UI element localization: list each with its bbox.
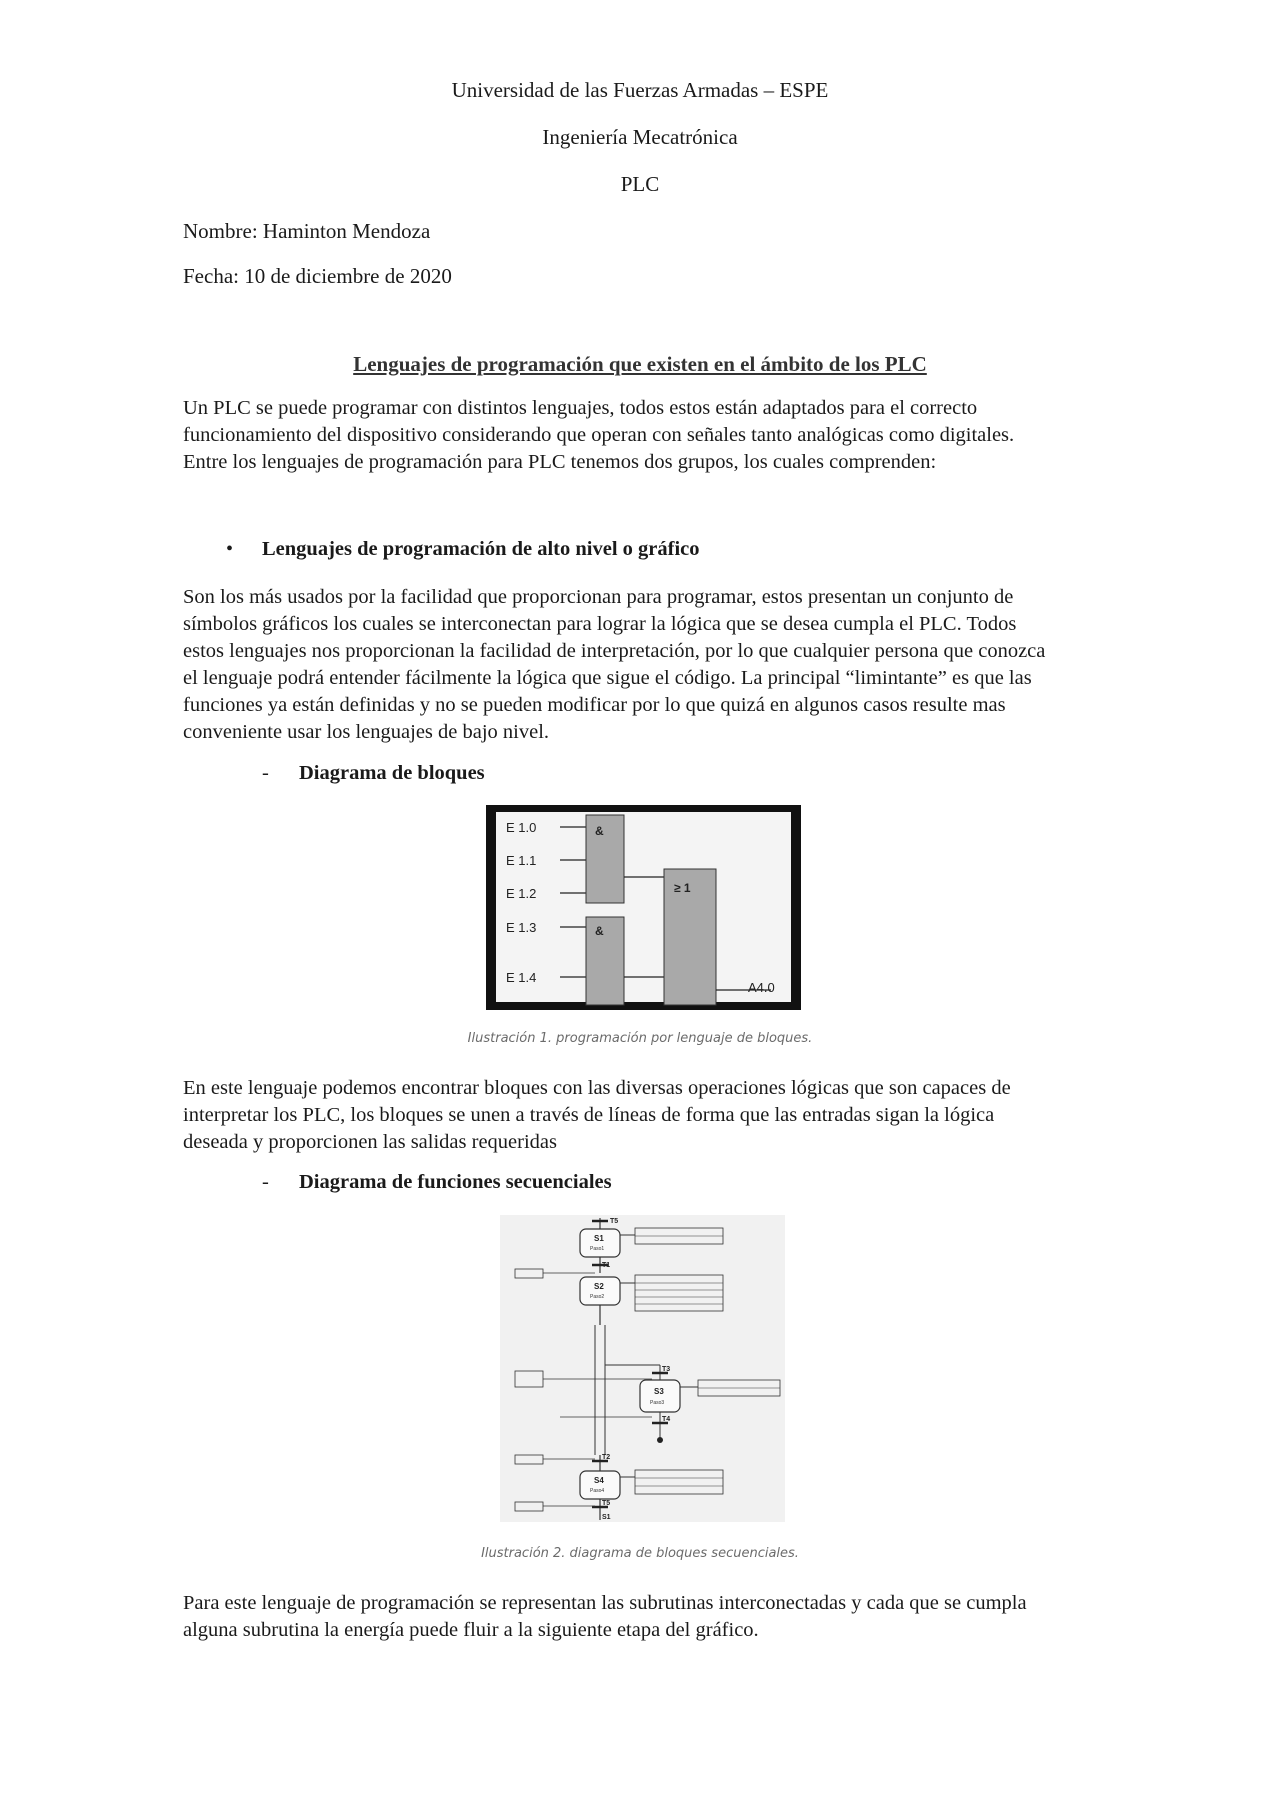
sfc-step-name: Paso2 xyxy=(590,1294,605,1300)
sfc-transition-label: T5 xyxy=(602,1500,611,1507)
intro-line: funcionamiento del dispositivo considerando que operan con señales tanto analógicas como digitales. xyxy=(183,424,1015,446)
and-label: & xyxy=(595,924,604,938)
paragraph-line: Para este lenguaje de programación se representan las subrutinas interconectadas y cada que se cumpla xyxy=(183,1592,1027,1614)
sfc-transition-label: T3 xyxy=(662,1366,671,1373)
paragraph-line: deseada y proporcionen las salidas requeridas xyxy=(183,1131,557,1153)
figure2-caption: Ilustración 2. diagrama de bloques secuenciales. xyxy=(481,1546,799,1561)
sfc-transition-label: S1 xyxy=(602,1514,611,1521)
paragraph-line: Son los más usados por la facilidad que proporcionan para programar, estos presentan un conjunto de xyxy=(183,586,1014,608)
sub1-dash: - xyxy=(262,762,269,784)
intro-line: Entre los lenguajes de programación para PLC tenemos dos grupos, los cuales comprenden: xyxy=(183,451,937,473)
input-label: E 1.2 xyxy=(506,886,537,901)
output-label: A4.0 xyxy=(748,980,775,995)
bullet-marker: • xyxy=(226,538,234,560)
or-label: ≥ 1 xyxy=(674,881,691,895)
student-name: Nombre: Haminton Mendoza xyxy=(183,219,431,243)
sfc-step-label: S4 xyxy=(594,1476,604,1485)
and-gate-1 xyxy=(586,815,624,903)
paragraph-line: el lenguaje podrá entender fácilmente la lógica que sigue el código. La principal “limintante” es que las xyxy=(183,667,1032,689)
input-label: E 1.0 xyxy=(506,820,537,835)
blocks-paragraph xyxy=(183,1075,1113,1156)
course-header: PLC xyxy=(620,172,660,196)
sfc-step-label: S3 xyxy=(654,1387,664,1396)
document-title: Lenguajes de programación que existen en el ámbito de los PLC xyxy=(353,352,927,376)
final-paragraph xyxy=(183,1590,1113,1644)
sfc-transition-label: T1 xyxy=(602,1262,611,1269)
bullet-heading: Lenguajes de programación de alto nivel o gráfico xyxy=(262,538,700,560)
sfc-step-name: Paso3 xyxy=(650,1400,665,1406)
sfc-transition-label: T5 xyxy=(610,1218,619,1225)
sfc-step-label: S1 xyxy=(594,1234,604,1243)
intro-line: Un PLC se puede programar con distintos lenguajes, todos estos están adaptados para el correcto xyxy=(183,397,978,419)
and-label: & xyxy=(595,824,604,838)
input-label: E 1.4 xyxy=(506,970,537,985)
sub2-heading: Diagrama de funciones secuenciales xyxy=(299,1171,612,1193)
paragraph-line: funciones ya están definidas y no se pueden modificar por lo que quizá en algunos casos resulte mas xyxy=(183,694,1006,716)
sfc-diagram-figure xyxy=(500,1215,785,1522)
sfc-transition-label: T2 xyxy=(602,1454,611,1461)
paragraph-line: alguna subrutina la energía puede fluir a la siguiente etapa del gráfico. xyxy=(183,1619,759,1641)
sfc-step-s3 xyxy=(640,1380,680,1412)
input-label: E 1.3 xyxy=(506,920,537,935)
sub2-dash: - xyxy=(262,1171,269,1193)
figure1-caption: Ilustración 1. programación por lenguaje de bloques. xyxy=(467,1031,813,1046)
sfc-transition-label: T4 xyxy=(662,1416,671,1423)
paragraph-line: En este lenguaje podemos encontrar bloques con las diversas operaciones lógicas que son capaces de xyxy=(183,1077,1011,1099)
intro-paragraph xyxy=(183,395,1113,476)
figure-canvas xyxy=(500,1215,785,1522)
paragraph-line: interpretar los PLC, los bloques se unen a través de líneas de forma que las entradas sigan la lógica xyxy=(183,1104,995,1126)
university-header: Universidad de las Fuerzas Armadas – ESPE xyxy=(451,78,829,102)
paragraph-line: símbolos gráficos los cuales se interconectan para lograr la lógica que se desea cumpla el PLC. Todos xyxy=(183,613,1017,635)
sub1-heading: Diagrama de bloques xyxy=(299,762,485,784)
paragraph-line: conveniente usar los lenguajes de bajo nivel. xyxy=(183,721,550,743)
input-label: E 1.1 xyxy=(506,853,537,868)
document-date: Fecha: 10 de diciembre de 2020 xyxy=(183,264,452,288)
figure-canvas xyxy=(496,812,791,1002)
paragraph-line: estos lenguajes nos proporcionan la facilidad de interpretación, por lo que cualquier persona que conozca xyxy=(183,640,1046,662)
high-level-paragraph xyxy=(183,584,1113,746)
sfc-step-name: Paso4 xyxy=(590,1488,605,1494)
program-header: Ingeniería Mecatrónica xyxy=(542,125,738,149)
sfc-step-name: Paso1 xyxy=(590,1246,605,1252)
block-diagram-figure xyxy=(486,805,801,1010)
sfc-step-label: S2 xyxy=(594,1282,604,1291)
and-gate-2 xyxy=(586,917,624,1005)
